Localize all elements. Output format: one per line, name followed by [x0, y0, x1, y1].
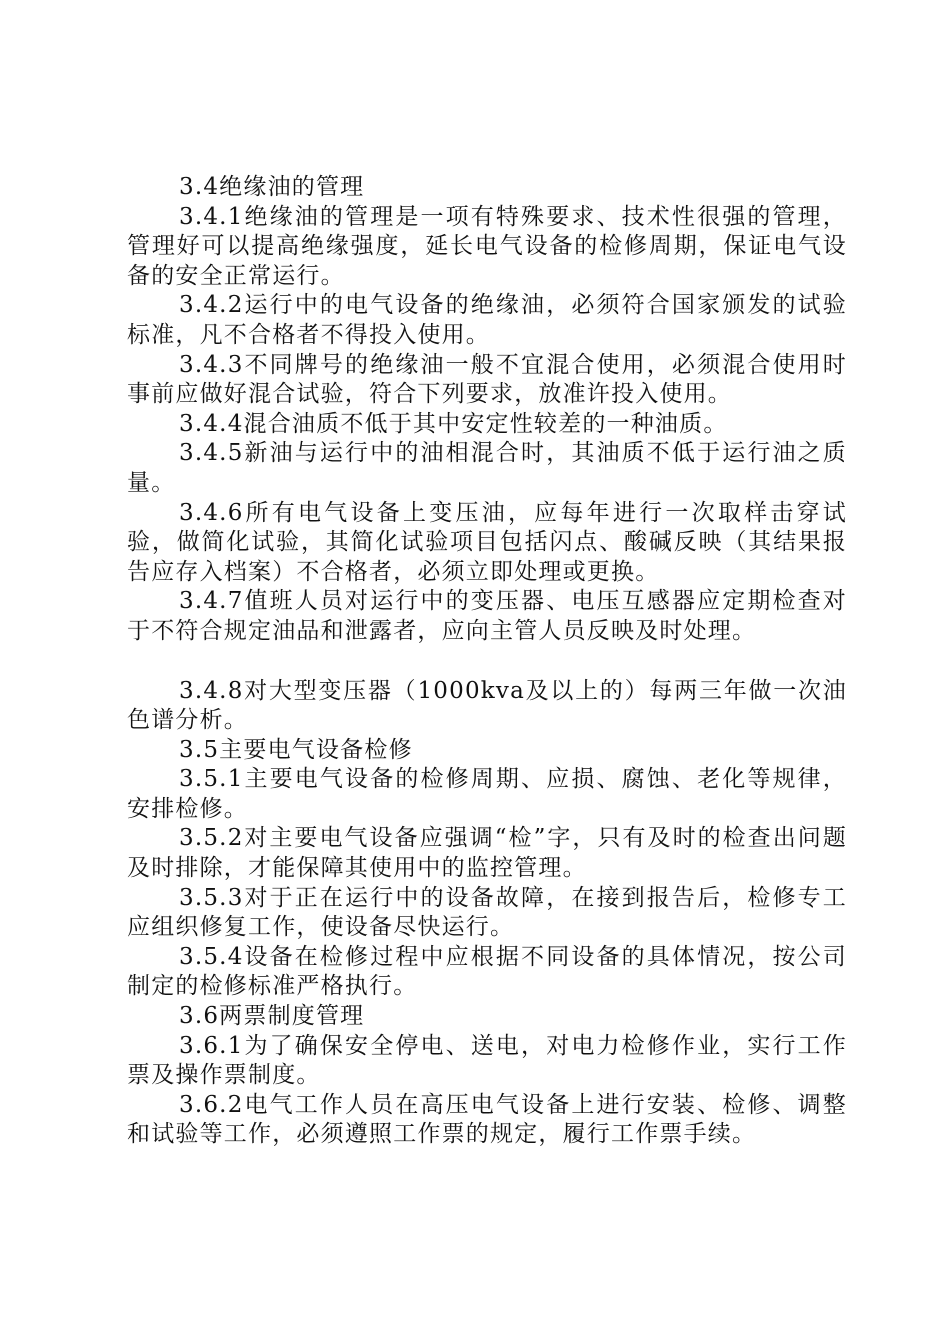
clause-3-5-1: 3.5.1主要电气设备的检修周期、应损、腐蚀、老化等规律，安排检修。: [127, 766, 847, 822]
clause-3-4-3: 3.4.3不同牌号的绝缘油一般不宜混合使用，必须混合使用时事前应做好混合试验，符合下列要求，放准许投入使用。: [127, 351, 847, 408]
paragraph-gap: [127, 647, 847, 677]
clause-3-4-2: 3.4.2运行中的电气设备的绝缘油，必须符合国家颁发的试验标准，凡不合格者不得投入使用。: [127, 292, 847, 348]
section-heading-3-6: 3.6两票制度管理: [179, 1003, 365, 1030]
clause-3-5-3: 3.5.3对于正在运行中的设备故障，在接到报告后，检修专工应组织修复工作，使设备尽快运行。: [127, 884, 847, 941]
clause-3-4-1: 3.4.1绝缘油的管理是一项有特殊要求、技术性很强的管理，管理好可以提高绝缘强度，延长电气设备的检修周期，保证电气设备的安全正常运行。: [127, 203, 847, 289]
clause-3-5-2: 3.5.2对主要电气设备应强调“检”字，只有及时的检查出问题及时排除，才能保障其使用中的监控管理。: [127, 825, 847, 882]
document-body: [127, 173, 847, 1150]
section-heading-3-4: 3.4绝缘油的管理: [179, 174, 365, 200]
clause-3-4-5: 3.4.5新油与运行中的油相混合时，其油质不低于运行油之质量。: [127, 440, 847, 496]
clause-3-6-2: 3.6.2电气工作人员在高压电气设备上进行安装、检修、调整和试验等工作，必须遵照工作票的规定，履行工作票手续。: [127, 1091, 847, 1148]
clause-3-4-7: 3.4.7值班人员对运行中的变压器、电压互感器应定期检查对于不符合规定油品和泄露者，应向主管人员反映及时处理。: [127, 588, 847, 644]
clause-3-4-6: 3.4.6所有电气设备上变压油，应每年进行一次取样击穿试验，做简化试验，其简化试验项目包括闪点、酸碱反映（其结果报告应存入档案）不合格者，必须立即处理或更换。: [127, 499, 847, 585]
section-heading-3-5: 3.5主要电气设备检修: [179, 736, 413, 763]
clause-3-5-4: 3.5.4设备在检修过程中应根据不同设备的具体情况，按公司制定的检修标准严格执行。: [127, 943, 847, 1000]
clause-3-6-1: 3.6.1为了确保安全停电、送电，对电力检修作业，实行工作票及操作票制度。: [127, 1032, 847, 1089]
clause-3-4-8: 3.4.8对大型变压器（1000kva及以上的）每两三年做一次油色谱分析。: [127, 677, 847, 734]
clause-3-4-4: 3.4.4混合油质不低于其中安定性较差的一种油质。: [179, 410, 728, 437]
